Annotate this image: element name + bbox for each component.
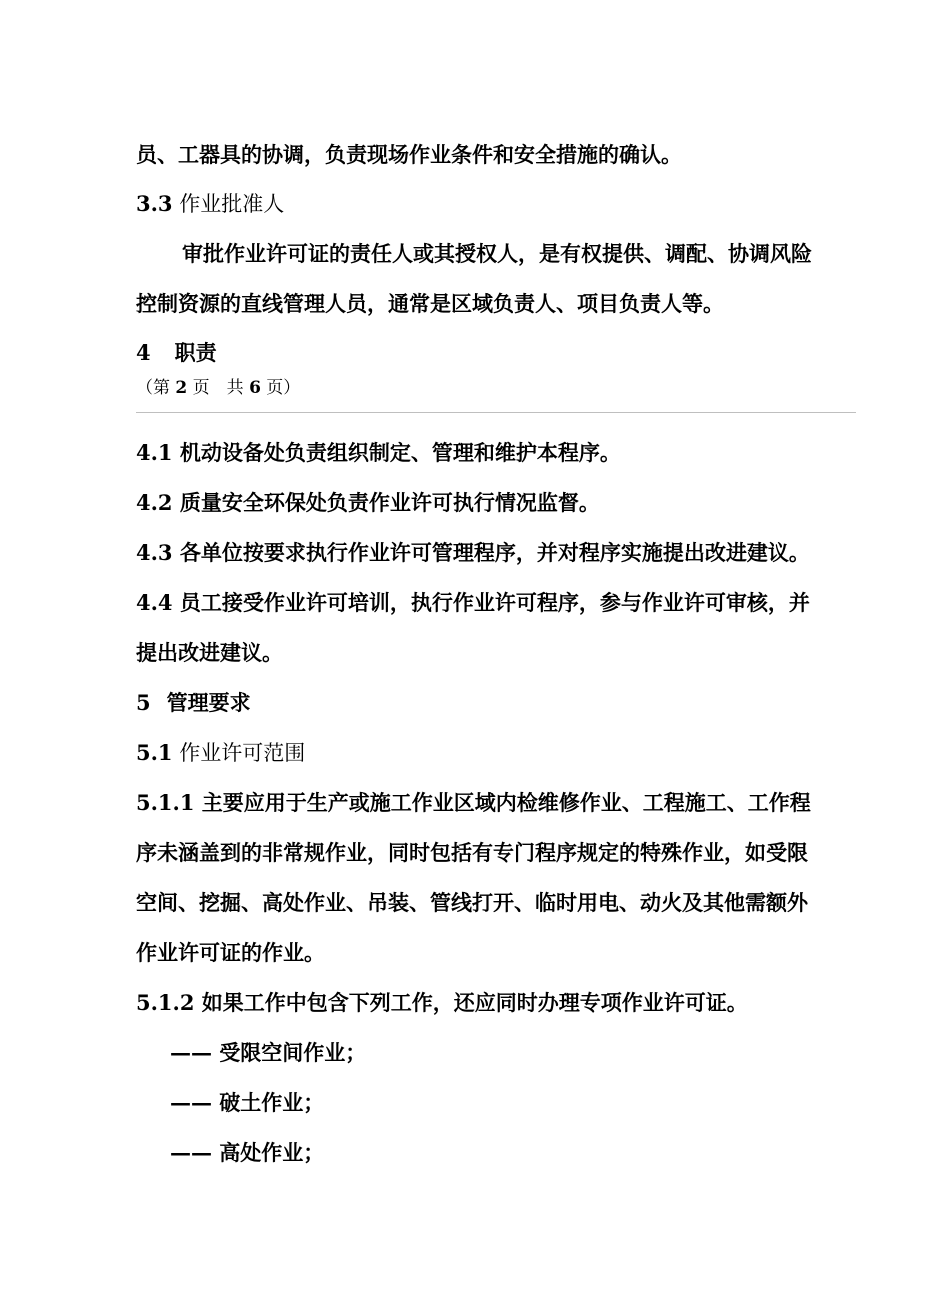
- list-item-4-4: [136, 588, 858, 618]
- section-heading-5-1: [136, 738, 858, 768]
- item-text: 主要应用于生产或施工作业区域内检维修作业、工程施工、工作程: [194, 790, 811, 815]
- item-number: 4.4: [136, 590, 173, 615]
- page-number: 2: [175, 378, 188, 398]
- footer-text: 页 共: [187, 378, 250, 398]
- item-number: 4.1: [136, 440, 173, 465]
- page-divider: [136, 412, 856, 413]
- item-text: 机动设备处负责组织制定、管理和维护本程序。: [172, 440, 621, 465]
- item-number: 4.3: [136, 540, 173, 565]
- paragraph-line: 审批作业许可证的责任人或其授权人，是有权提供、调配、协调风险: [182, 241, 812, 266]
- item-text: 质量安全环保处负责作业许可执行情况监督。: [172, 490, 600, 515]
- section-title: 作业许可范围: [172, 741, 306, 765]
- list-item-4-1: [136, 438, 858, 468]
- page-total: 6: [249, 378, 261, 398]
- footer-text: 页）: [260, 378, 301, 398]
- paragraph-line: 空间、挖掘、高处作业、吊装、管线打开、临时用电、动火及其他需额外: [136, 890, 808, 915]
- paragraph-line: 提出改进建议。: [136, 640, 283, 665]
- section-number: 3.3: [136, 191, 173, 216]
- dash-list-item: —— 破土作业；: [170, 1090, 325, 1115]
- item-number: 4.2: [136, 490, 173, 515]
- list-item-4-2: [136, 488, 858, 518]
- paragraph-5-1-2: [136, 988, 858, 1018]
- section-heading-5: [136, 688, 858, 718]
- section-title: 管理要求: [166, 690, 251, 715]
- paragraph-line: 员、工器具的协调，负责现场作业条件和安全措施的确认。: [136, 142, 682, 167]
- footer-text: （第: [136, 378, 176, 398]
- paragraph-line: 作业许可证的作业。: [136, 940, 325, 965]
- section-heading-4: [136, 338, 858, 368]
- item-number: 5.1.1: [136, 790, 195, 815]
- paragraph-line: 序未涵盖到的非常规作业，同时包括有专门程序规定的特殊作业，如受限: [136, 840, 808, 865]
- item-text: 各单位按要求执行作业许可管理程序，并对程序实施提出改进建议。: [172, 540, 810, 565]
- section-number: 5.1: [136, 740, 173, 765]
- dash-list-item: —— 高处作业；: [170, 1140, 325, 1165]
- section-number: 5: [136, 690, 151, 715]
- section-number: 4: [136, 340, 151, 365]
- section-heading-3-3: [136, 189, 858, 219]
- paragraph-5-1-1: [136, 788, 858, 818]
- section-title: 作业批准人: [172, 192, 285, 216]
- page-footer: [136, 376, 300, 400]
- list-item-4-3: [136, 538, 858, 568]
- item-text: 如果工作中包含下列工作，还应同时办理专项作业许可证。: [194, 990, 748, 1015]
- dash-list-item: —— 受限空间作业；: [170, 1040, 367, 1065]
- item-number: 5.1.2: [136, 990, 195, 1015]
- paragraph-line: 控制资源的直线管理人员，通常是区域负责人、项目负责人等。: [136, 291, 724, 316]
- item-text: 员工接受作业许可培训，执行作业许可程序，参与作业许可审核，并: [172, 590, 810, 615]
- section-title: 职责: [174, 340, 217, 365]
